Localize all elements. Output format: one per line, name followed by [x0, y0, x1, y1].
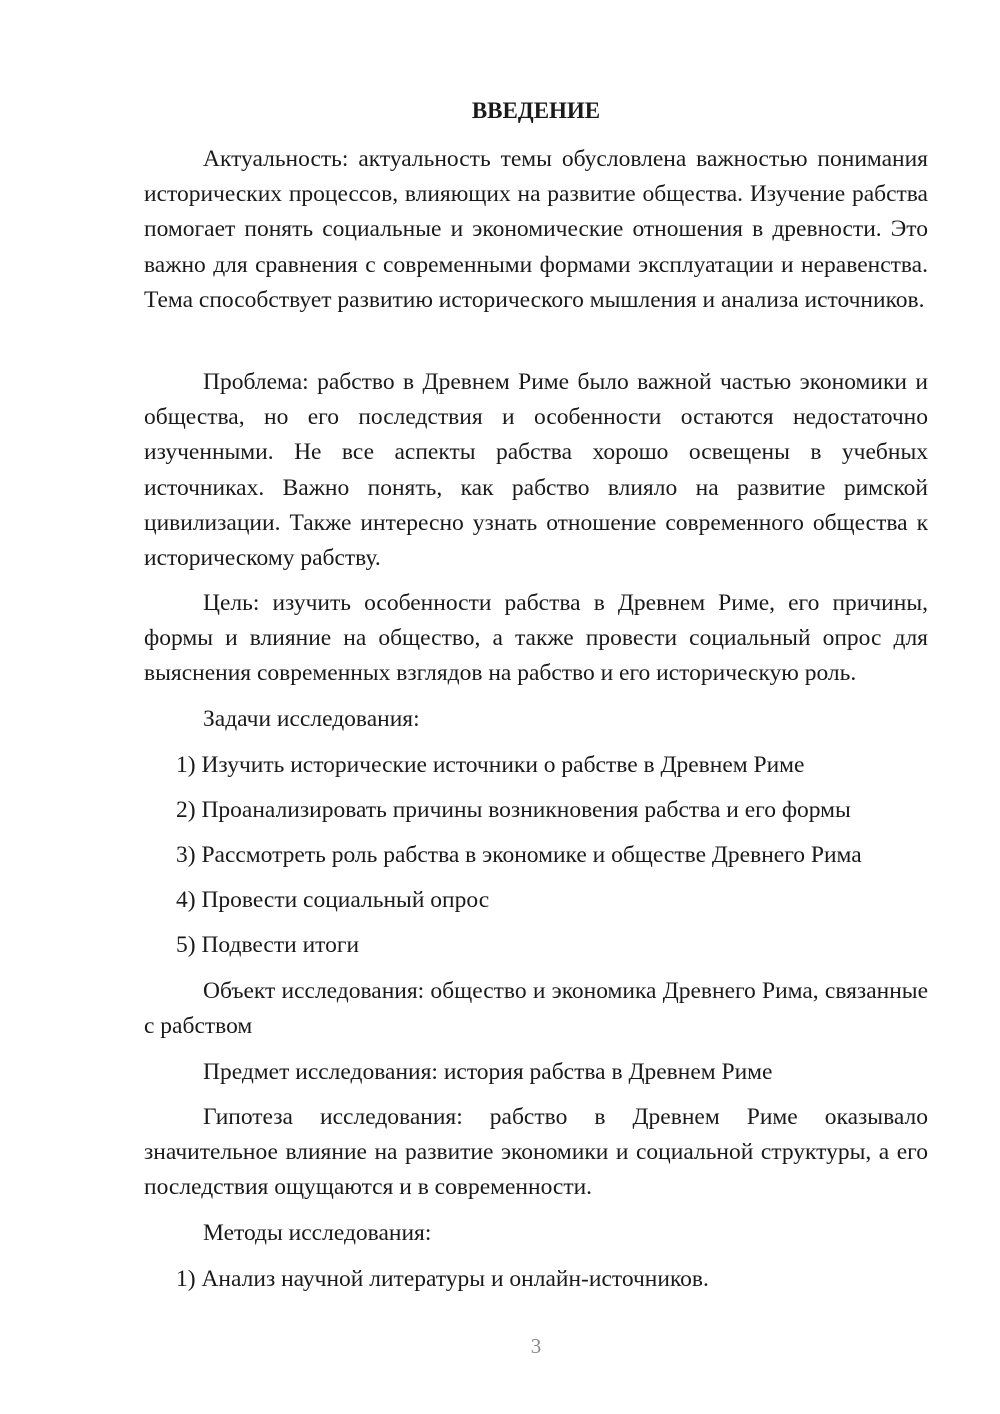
task-item: 2) Проанализировать причины возникновения рабства и его формы	[176, 797, 851, 823]
problem-paragraph: Проблема: рабство в Древнем Риме было важной частью экономики и общества, но его последствия и особенности остаются недостаточно изученными. Не все аспекты рабства хорошо освещены в учебных источниках. Важно понять, как рабство влияло на развитие римской цивилизации. Также интересно узнать отношение современного общества к историческому рабству.	[144, 369, 928, 572]
task-item: 4) Провести социальный опрос	[176, 887, 490, 913]
task-item: 1) Изучить исторические источники о рабстве в Древнем Риме	[176, 752, 805, 778]
hypothesis-paragraph: Гипотеза исследования: рабство в Древнем Риме оказывало значительное влияние на развитие экономики и социальной структуры, а его последствия ощущаются и в современности.	[144, 1104, 928, 1201]
goal-paragraph: Цель: изучить особенности рабства в Древнем Риме, его причины, формы и влияние на общество, а также провести социальный опрос для выяснения современных взглядов на рабство и его историческую роль.	[144, 590, 928, 687]
methods-heading: Методы исследования:	[203, 1220, 432, 1246]
tasks-heading: Задачи исследования:	[203, 706, 420, 732]
object-paragraph: Объект исследования: общество и экономика Древнего Рима, связанные с рабством	[144, 978, 928, 1040]
subject-paragraph: Предмет исследования: история рабства в Древнем Риме	[203, 1059, 773, 1085]
method-item: 1) Анализ научной литературы и онлайн-источников.	[176, 1266, 709, 1292]
task-item: 3) Рассмотреть роль рабства в экономике и обществе Древнего Рима	[176, 842, 862, 868]
page-number: 3	[530, 1334, 542, 1358]
task-item: 5) Подвести итоги	[176, 932, 360, 958]
page-title: ВВЕДЕНИЕ	[471, 98, 601, 123]
relevance-paragraph: Актуальность: актуальность темы обусловлена важностью понимания исторических процессов, влияющих на развитие общества. Изучение рабства помогает понять социальные и экономические отношения в древности. Это важно для сравнения с современными формами эксплуатации и неравенства. Тема способствует развитию исторического мышления и анализа источников.	[144, 146, 928, 313]
